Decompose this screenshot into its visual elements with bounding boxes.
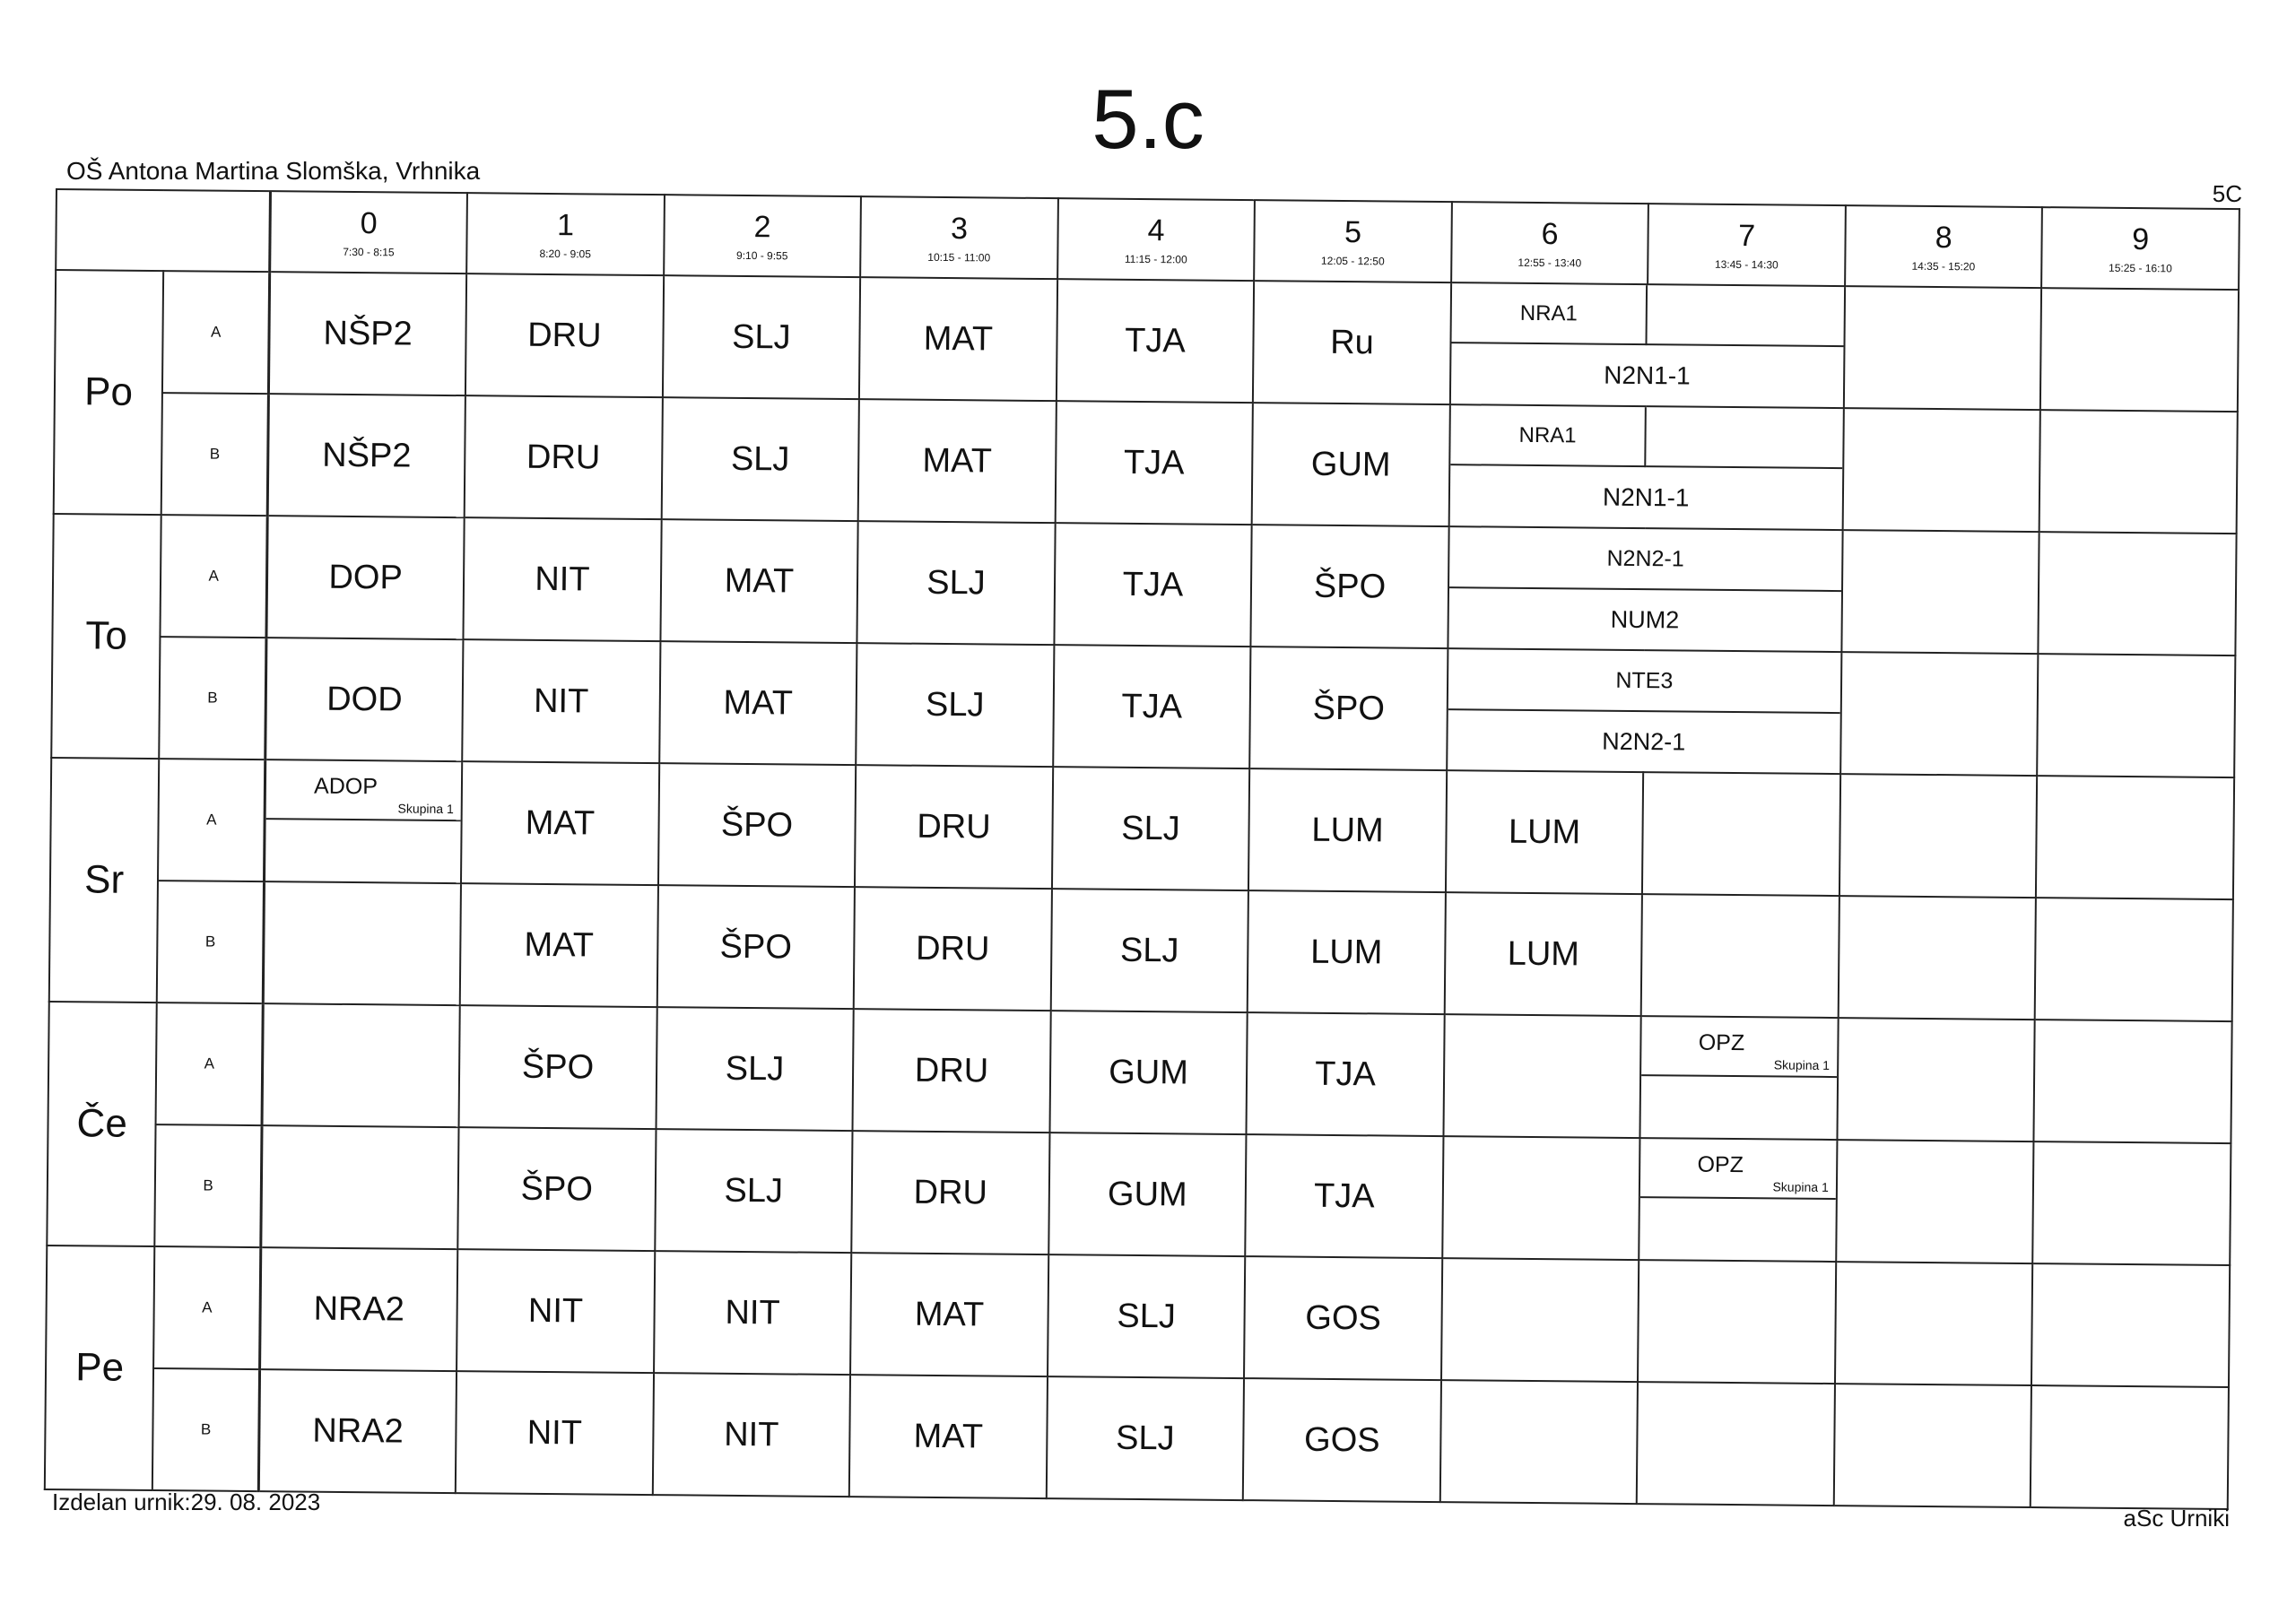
empty-cell bbox=[1638, 1260, 1836, 1384]
split-top-lesson: NRA1 bbox=[1451, 283, 1648, 345]
period-header-8: 8 14:35 - 15:20 bbox=[1845, 205, 2042, 288]
empty-cell bbox=[2034, 1020, 2232, 1143]
lesson-cell: SLJ bbox=[1046, 1376, 1244, 1500]
row-to-a bbox=[52, 514, 2236, 655]
header-corner bbox=[56, 189, 270, 272]
footer-created-date: Izdelan urnik:29. 08. 2023 bbox=[52, 1488, 321, 1515]
group-subject: OPZ bbox=[1698, 1029, 1745, 1056]
empty-cell bbox=[1642, 772, 1840, 896]
period-header-9: 9 15:25 - 16:10 bbox=[2041, 207, 2239, 290]
row-po-b bbox=[54, 392, 2238, 534]
day-label-ce: Če bbox=[47, 1002, 157, 1246]
empty-cell bbox=[1837, 1018, 2035, 1141]
lesson-cell: SLJ bbox=[661, 397, 859, 521]
lesson-cell: NRA2 bbox=[258, 1369, 457, 1493]
lesson-cell: ŠPO bbox=[459, 1005, 657, 1129]
lesson-cell: LUM bbox=[1446, 770, 1644, 894]
lesson-cell: DRU bbox=[851, 1131, 1049, 1254]
empty-cell bbox=[2039, 410, 2238, 534]
lesson-cell: DOD bbox=[265, 638, 464, 761]
lesson-cell: DRU bbox=[465, 395, 663, 519]
empty-cell bbox=[1440, 1380, 1639, 1504]
empty-sub-cell bbox=[1648, 285, 1844, 347]
class-title: 5.c bbox=[1091, 72, 1205, 166]
lesson-cell: MAT bbox=[850, 1253, 1048, 1376]
period-header-4: 4 11:15 - 12:00 bbox=[1057, 198, 1255, 281]
lesson-cell: Ru bbox=[1253, 281, 1451, 404]
lesson-cell: NRA2 bbox=[260, 1247, 458, 1371]
lesson-cell: GOS bbox=[1244, 1256, 1442, 1380]
lesson-cell: TJA bbox=[1055, 401, 1253, 525]
class-code: 5C bbox=[2212, 180, 2242, 207]
row-sr-b bbox=[49, 880, 2233, 1021]
lesson-cell: NŠP2 bbox=[268, 272, 466, 395]
lesson-cell: MAT bbox=[849, 1375, 1048, 1498]
empty-sub-cell bbox=[1647, 407, 1843, 469]
lesson-cell: GUM bbox=[1048, 1133, 1247, 1256]
week-label: B bbox=[152, 1368, 260, 1491]
empty-cell bbox=[1443, 1014, 1641, 1138]
week-label: A bbox=[158, 759, 265, 881]
day-label-to: To bbox=[51, 514, 161, 759]
empty-cell bbox=[2036, 776, 2234, 899]
lesson-cell: NIT bbox=[652, 1373, 850, 1497]
week-label: B bbox=[157, 881, 265, 1003]
split-top-lesson: N2N2-1 bbox=[1449, 527, 1842, 592]
week-label: B bbox=[161, 393, 269, 516]
lesson-cell: SLJ bbox=[856, 643, 1054, 767]
empty-cell bbox=[1839, 774, 2038, 898]
week-label: A bbox=[153, 1246, 261, 1369]
empty-cell bbox=[2040, 288, 2239, 412]
empty-cell bbox=[1844, 286, 2042, 410]
split-lesson-cell bbox=[1448, 526, 1842, 652]
row-to-b bbox=[51, 636, 2235, 777]
empty-cell bbox=[2031, 1263, 2230, 1387]
lesson-cell: DRU bbox=[854, 887, 1052, 1011]
empty-cell bbox=[1442, 1136, 1640, 1260]
lesson-cell: SLJ bbox=[663, 275, 861, 399]
period-header-2: 2 9:10 - 9:55 bbox=[664, 195, 861, 277]
empty-cell bbox=[1841, 530, 2039, 654]
lesson-cell: MAT bbox=[461, 761, 659, 885]
split-top-lesson: NRA1 bbox=[1450, 405, 1647, 467]
empty-cell bbox=[1840, 652, 2039, 776]
lesson-cell: MAT bbox=[660, 519, 858, 643]
lesson-cell: DRU bbox=[853, 1009, 1051, 1133]
lesson-cell: MAT bbox=[659, 641, 857, 765]
split-bottom-lesson: N2N2-1 bbox=[1602, 727, 1686, 756]
lesson-cell: ŠPO bbox=[657, 885, 855, 1009]
split-lesson-cell bbox=[1448, 404, 1843, 530]
lesson-cell: ŠPO bbox=[658, 763, 857, 887]
empty-cell bbox=[2031, 1385, 2229, 1509]
week-label: B bbox=[160, 637, 267, 759]
lesson-cell: DRU bbox=[855, 765, 1053, 889]
lesson-cell: GUM bbox=[1049, 1011, 1248, 1134]
lesson-cell: SLJ bbox=[655, 1129, 853, 1253]
period-header-0: 0 7:30 - 8:15 bbox=[270, 191, 467, 273]
row-ce-b bbox=[47, 1124, 2231, 1265]
lesson-cell: ŠPO bbox=[457, 1127, 656, 1251]
lesson-cell: SLJ bbox=[1052, 767, 1250, 890]
row-sr-a bbox=[50, 758, 2234, 899]
lesson-cell: LUM bbox=[1248, 890, 1446, 1014]
lesson-cell: DOP bbox=[266, 516, 465, 639]
lesson-cell: SLJ bbox=[656, 1007, 854, 1131]
row-po-a bbox=[55, 270, 2239, 412]
split-lesson-cell bbox=[1447, 648, 1841, 774]
empty-cell bbox=[1441, 1258, 1639, 1382]
lesson-cell: DRU bbox=[465, 273, 664, 397]
period-header-1: 1 8:20 - 9:05 bbox=[466, 193, 664, 275]
empty-cell bbox=[2035, 898, 2233, 1021]
day-label-po: Po bbox=[54, 270, 164, 515]
lesson-cell: MAT bbox=[858, 399, 1057, 523]
empty-cell bbox=[1835, 1262, 2033, 1385]
empty-cell bbox=[1838, 896, 2036, 1020]
row-pe-a bbox=[46, 1245, 2230, 1387]
lesson-cell: TJA bbox=[1054, 523, 1252, 647]
lesson-cell: TJA bbox=[1053, 645, 1251, 768]
period-header-6: 6 12:55 - 13:40 bbox=[1451, 202, 1648, 284]
group-lesson-cell bbox=[1640, 1016, 1839, 1140]
lesson-cell: ŠPO bbox=[1251, 525, 1449, 648]
lesson-cell: NIT bbox=[464, 517, 662, 641]
week-label: A bbox=[162, 271, 270, 394]
week-label: A bbox=[156, 1002, 264, 1125]
group-note: Skupina 1 bbox=[397, 801, 454, 817]
group-subject: OPZ bbox=[1697, 1151, 1744, 1178]
day-label-sr: Sr bbox=[49, 758, 160, 1002]
row-pe-b bbox=[45, 1367, 2229, 1509]
week-label: A bbox=[161, 515, 268, 638]
day-label-pe: Pe bbox=[45, 1245, 155, 1490]
lesson-cell: NIT bbox=[457, 1249, 655, 1373]
lesson-cell: NIT bbox=[462, 639, 660, 763]
group-lesson-cell bbox=[265, 759, 463, 883]
lesson-cell: SLJ bbox=[857, 521, 1056, 645]
lesson-cell: MAT bbox=[859, 277, 1057, 401]
row-ce-a bbox=[48, 1002, 2232, 1143]
lesson-cell: NŠP2 bbox=[267, 394, 465, 517]
group-note: Skupina 1 bbox=[1773, 1057, 1831, 1073]
lesson-cell: GUM bbox=[1252, 403, 1450, 526]
period-header-5: 5 12:05 - 12:50 bbox=[1254, 200, 1451, 282]
empty-cell bbox=[2033, 1141, 2231, 1265]
empty-cell bbox=[1836, 1140, 2034, 1263]
lesson-cell: TJA bbox=[1057, 279, 1255, 403]
split-lesson-cell bbox=[1450, 282, 1845, 408]
week-label: B bbox=[155, 1124, 263, 1247]
split-bottom-lesson: NUM2 bbox=[1610, 605, 1680, 633]
empty-cell bbox=[2037, 654, 2235, 777]
school-name: OŠ Antona Martina Slomška, Vrhnika bbox=[66, 157, 481, 185]
lesson-cell: LUM bbox=[1444, 892, 1642, 1016]
empty-cell bbox=[1842, 408, 2040, 532]
split-top-lesson: NTE3 bbox=[1448, 649, 1841, 714]
split-bottom-lesson: N2N1-1 bbox=[1604, 360, 1691, 390]
lesson-cell: TJA bbox=[1247, 1012, 1445, 1136]
lesson-cell: ŠPO bbox=[1249, 647, 1448, 770]
empty-cell bbox=[261, 1125, 459, 1249]
lesson-cell: SLJ bbox=[1050, 889, 1248, 1012]
group-lesson-cell bbox=[1639, 1138, 1838, 1262]
group-note: Skupina 1 bbox=[1772, 1179, 1829, 1195]
period-header-3: 3 10:15 - 11:00 bbox=[860, 196, 1057, 279]
empty-cell bbox=[2039, 532, 2237, 655]
lesson-cell: MAT bbox=[460, 883, 658, 1007]
lesson-cell: GOS bbox=[1243, 1378, 1441, 1502]
timetable bbox=[44, 188, 2240, 1510]
empty-cell bbox=[1637, 1382, 1835, 1506]
empty-cell bbox=[1834, 1384, 2032, 1507]
lesson-cell: SLJ bbox=[1048, 1254, 1246, 1378]
empty-cell bbox=[263, 881, 461, 1005]
lesson-cell: LUM bbox=[1248, 768, 1447, 892]
lesson-cell: NIT bbox=[456, 1371, 654, 1495]
empty-cell bbox=[262, 1003, 460, 1127]
empty-cell bbox=[1641, 894, 1839, 1018]
footer-brand: aSc Urniki bbox=[2123, 1505, 2230, 1532]
lesson-cell: NIT bbox=[654, 1251, 852, 1375]
split-bottom-lesson: N2N1-1 bbox=[1602, 482, 1690, 512]
lesson-cell: TJA bbox=[1245, 1134, 1443, 1258]
group-subject: ADOP bbox=[313, 773, 378, 800]
period-header-7: 7 13:45 - 14:30 bbox=[1648, 204, 1845, 286]
